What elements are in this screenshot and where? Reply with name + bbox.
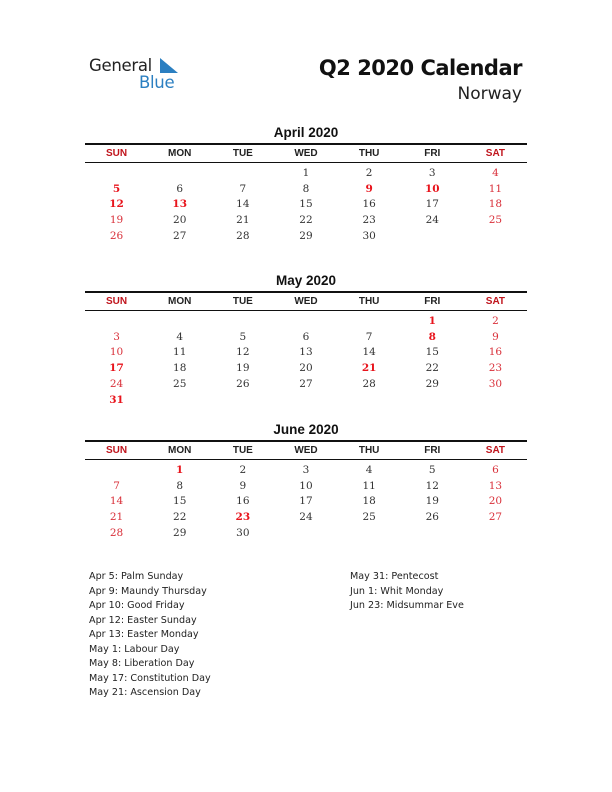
day-cell: 19 [425,495,439,508]
day-cell: 25 [488,214,503,227]
day-cell: 26 [236,378,250,391]
week-row [85,478,527,494]
holiday-item: Apr 9: Maundy Thursday [89,585,207,597]
day-cell: 9 [492,330,499,343]
day-cell: 14 [362,346,376,359]
day-cell: 7 [113,479,120,492]
month-calendar [85,124,527,244]
weekday-header-row [85,293,527,310]
week-row [85,376,527,392]
day-cell: 12 [425,479,439,492]
holiday-item: May 1: Labour Day [89,643,180,655]
day-cell: 10 [109,346,124,359]
logo-text-general: General [89,56,152,75]
day-cell: 6 [492,463,499,476]
day-cell: 23 [362,214,376,227]
weekday-fri: FRI [424,147,441,159]
day-cell: 28 [109,527,124,540]
day-cell: 22 [425,362,439,375]
weekday-wed: WED [294,444,318,456]
day-cell: 25 [362,511,376,524]
day-cell: 29 [299,230,313,243]
weekday-mon: MON [168,147,192,159]
month-title: April 2020 [273,125,339,140]
day-cell: 30 [488,378,503,391]
day-cell: 13 [488,479,503,492]
weekday-wed: WED [294,295,318,307]
week-row [85,228,527,244]
week-row [85,181,527,197]
divider [85,162,527,164]
weekday-tue: TUE [232,295,253,307]
day-cell: 19 [109,214,124,227]
weekday-sun: SUN [106,147,128,159]
day-cell: 6 [302,330,310,343]
day-cell: 29 [173,527,187,540]
day-cell: 24 [299,511,313,524]
day-cell: 3 [302,463,310,476]
day-cell: 21 [109,511,124,524]
day-cell: 11 [173,346,187,359]
day-cell: 3 [428,166,436,179]
day-cell: 23 [235,511,251,524]
day-cell: 6 [176,182,184,195]
weekday-mon: MON [168,295,192,307]
day-cell: 3 [113,330,120,343]
day-cell: 22 [173,511,187,524]
week-row [85,197,527,213]
day-cell: 20 [488,495,503,508]
day-cell: 4 [365,463,373,476]
holiday-item: Apr 5: Palm Sunday [89,571,184,582]
day-cell: 1 [302,166,310,179]
day-cell: 9 [365,182,373,195]
weekday-thu: THU [358,147,380,159]
weekday-header-row [85,145,527,162]
day-cell: 8 [176,479,184,492]
day-cell: 12 [109,198,124,211]
day-cell: 15 [425,346,439,359]
weekday-sat: SAT [485,147,506,159]
day-cell: 16 [488,346,503,359]
day-cell: 21 [236,214,250,227]
day-cell: 17 [425,198,439,211]
day-cell: 10 [299,479,313,492]
weekday-sun: SUN [106,295,128,307]
day-cell: 27 [173,230,187,243]
day-cell: 22 [299,214,313,227]
weekday-sun: SUN [106,444,128,456]
day-cell: 23 [488,362,503,375]
day-cell: 7 [239,182,247,195]
holiday-item: Apr 10: Good Friday [89,600,185,611]
day-cell: 16 [236,495,250,508]
week-row [85,525,527,541]
logo [89,56,189,96]
week-row [85,509,527,525]
holiday-item: Apr 13: Easter Monday [89,629,199,640]
day-cell: 25 [173,378,187,391]
day-cell: 30 [236,527,250,540]
holiday-list-column-2 [350,570,464,614]
month-calendar [85,272,527,408]
day-cell: 1 [176,463,184,476]
day-cell: 28 [362,378,376,391]
day-cell: 13 [172,198,188,211]
day-cell: 18 [173,362,187,375]
week-row [85,212,527,228]
holiday-item: May 31: Pentecost [350,571,439,582]
day-cell: 4 [176,330,184,343]
divider [85,310,527,312]
day-cell: 2 [365,166,373,179]
day-cell: 18 [488,198,503,211]
day-cell: 2 [492,314,499,327]
weekday-mon: MON [168,444,192,456]
day-cell: 5 [239,330,247,343]
day-cell: 8 [302,182,310,195]
week-row [85,345,527,361]
country-name: Norway [457,84,522,104]
day-cell: 17 [299,495,313,508]
weekday-tue: TUE [232,147,253,159]
holiday-list-column-1 [89,570,211,701]
day-cell: 20 [299,362,313,375]
day-cell: 30 [362,230,376,243]
day-cell: 24 [425,214,439,227]
day-cell: 31 [109,393,124,406]
month-title: May 2020 [275,273,337,288]
day-cell: 27 [488,511,503,524]
day-cell: 15 [173,495,187,508]
day-cell: 18 [362,495,376,508]
day-cell: 26 [425,511,439,524]
month-calendar [85,421,527,541]
divider [85,459,527,461]
week-row [85,165,527,181]
day-cell: 28 [236,230,250,243]
weekday-fri: FRI [424,444,441,456]
week-row [85,494,527,510]
day-cell: 11 [488,182,503,195]
day-cell: 29 [425,378,439,391]
weekday-thu: THU [358,444,380,456]
week-row [85,329,527,345]
day-cell: 5 [428,463,436,476]
day-cell: 8 [428,330,436,343]
weekday-wed: WED [294,147,318,159]
day-cell: 10 [424,182,440,195]
week-row [85,462,527,478]
logo-triangle-icon [160,58,178,73]
day-cell: 17 [109,362,124,375]
holiday-item: Jun 23: Midsummar Eve [350,600,464,611]
weekday-sat: SAT [485,295,506,307]
day-cell: 14 [236,198,250,211]
day-cell: 21 [361,362,377,375]
holiday-item: Apr 12: Easter Sunday [89,614,197,626]
holiday-item: May 17: Constitution Day [89,672,211,684]
day-cell: 19 [236,362,250,375]
day-cell: 15 [299,198,313,211]
weekday-sat: SAT [485,444,506,456]
week-row [85,313,527,329]
day-cell: 24 [109,378,124,391]
week-row [85,360,527,376]
day-cell: 12 [236,346,250,359]
day-cell: 9 [239,479,247,492]
day-cell: 27 [299,378,313,391]
day-cell: 26 [109,230,124,243]
weekday-tue: TUE [232,444,253,456]
weekday-header-row [85,442,527,459]
logo-text-blue: Blue [139,73,175,92]
day-cell: 5 [112,182,121,195]
weekday-thu: THU [358,295,380,307]
day-cell: 4 [492,166,499,179]
day-cell: 20 [173,214,187,227]
week-row [85,392,527,408]
day-cell: 1 [428,314,436,327]
month-title: June 2020 [273,422,339,437]
holiday-item: May 8: Liberation Day [89,658,195,669]
day-cell: 7 [365,330,373,343]
day-cell: 2 [239,463,247,476]
weekday-fri: FRI [424,295,441,307]
page-title: Q2 2020 Calendar [318,56,522,80]
day-cell: 14 [109,495,124,508]
holiday-item: Jun 1: Whit Monday [350,585,444,597]
day-cell: 11 [362,479,376,492]
day-cell: 16 [362,198,376,211]
day-cell: 13 [299,346,313,359]
holiday-item: May 21: Ascension Day [89,687,201,698]
